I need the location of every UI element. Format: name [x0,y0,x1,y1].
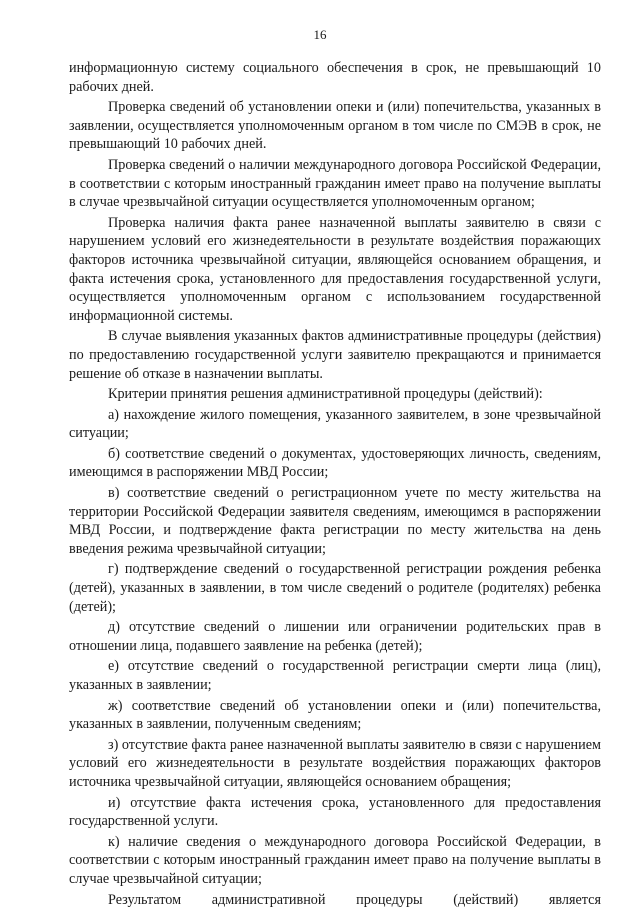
criterion-i: и) отсутствие факта истечения срока, установленного для предоставления государственной услуги. [69,794,601,830]
paragraph-criteria-heading: Критерии принятия решения административной процедуры (действий): [108,386,543,403]
paragraph-prior-payment-check: Проверка наличия факта ранее назначенной выплаты заявителю в связи с нарушением условий его жизнедеятельности в результате воздействия поражающих факторов источника чрезвычайной ситуации, являющейся основанием обращения, и факта истечения срока, установленного для предоставления государственной услуги, осуществляется уполномоченным органом с использованием государственной информационной системы. [69,214,601,324]
paragraph-continuation: информационную систему социального обеспечения в срок, не превышающий 10 рабочих дней. [69,60,601,95]
criterion-zh: ж) соответствие сведений об установлении опеки и (или) попечительства, указанных в заявлении, полученным сведениям; [69,697,601,733]
criterion-z: з) отсутствие факта ранее назначенной выплаты заявителю в связи с нарушением условий его жизнедеятельности в результате воздействия поражающих факторов источника чрезвычайной ситуации, являющейся основанием обращения; [69,736,601,790]
criterion-g: г) подтверждение сведений о государственной регистрации рождения ребенка (детей), указанных в заявлении, в том числе сведений о родителе (родителях) ребенка (детей); [69,561,601,615]
paragraph-result: Результатом административной процедуры (действий) является [108,891,601,908]
document-body [69,59,601,909]
criterion-v: в) соответствие сведений о регистрационном учете по месту жительства на территории Российской Федерации заявителя сведениям, имеющимся в распоряжении МВД России, и подтверждение факта регистрации по месту жительства на день введения режима чрезвычайной ситуации; [69,485,601,557]
criterion-d: д) отсутствие сведений о лишении или ограничении родительских прав в отношении лица, подавшего заявление на ребенка (детей); [69,619,601,654]
paragraph-treaty-check: Проверка сведений о наличии международного договора Российской Федерации, в соответствии с которым иностранный гражданин имеет право на получение выплаты в случае чрезвычайной ситуации осуществляется уполномоченным органом; [69,156,601,211]
criterion-k: к) наличие сведения о международного договора Российской Федерации, в соответствии с которым иностранный гражданин имеет право на получение выплаты в случае чрезвычайной ситуации; [69,833,601,887]
criterion-b: б) соответствие сведений о документах, удостоверяющих личность, сведениям, имеющимся в распоряжении МВД России; [69,445,601,481]
page-number: 16 [313,27,327,42]
paragraph-guardianship-check: Проверка сведений об установлении опеки и (или) попечительства, указанных в заявлении, осуществляется уполномоченным органом в том числе по СМЭВ в срок, не превышающий 10 рабочих дней. [69,99,601,153]
criterion-e: е) отсутствие сведений о государственной регистрации смерти лица (лиц), указанных в заявлении; [69,658,601,693]
paragraph-termination: В случае выявления указанных фактов административные процедуры (действия) по предоставлению государственной услуги заявителю прекращаются и принимается решение об отказе в назначении выплаты. [69,328,601,382]
criterion-a: а) нахождение жилого помещения, указанного заявителем, в зоне чрезвычайной ситуации; [69,406,601,442]
